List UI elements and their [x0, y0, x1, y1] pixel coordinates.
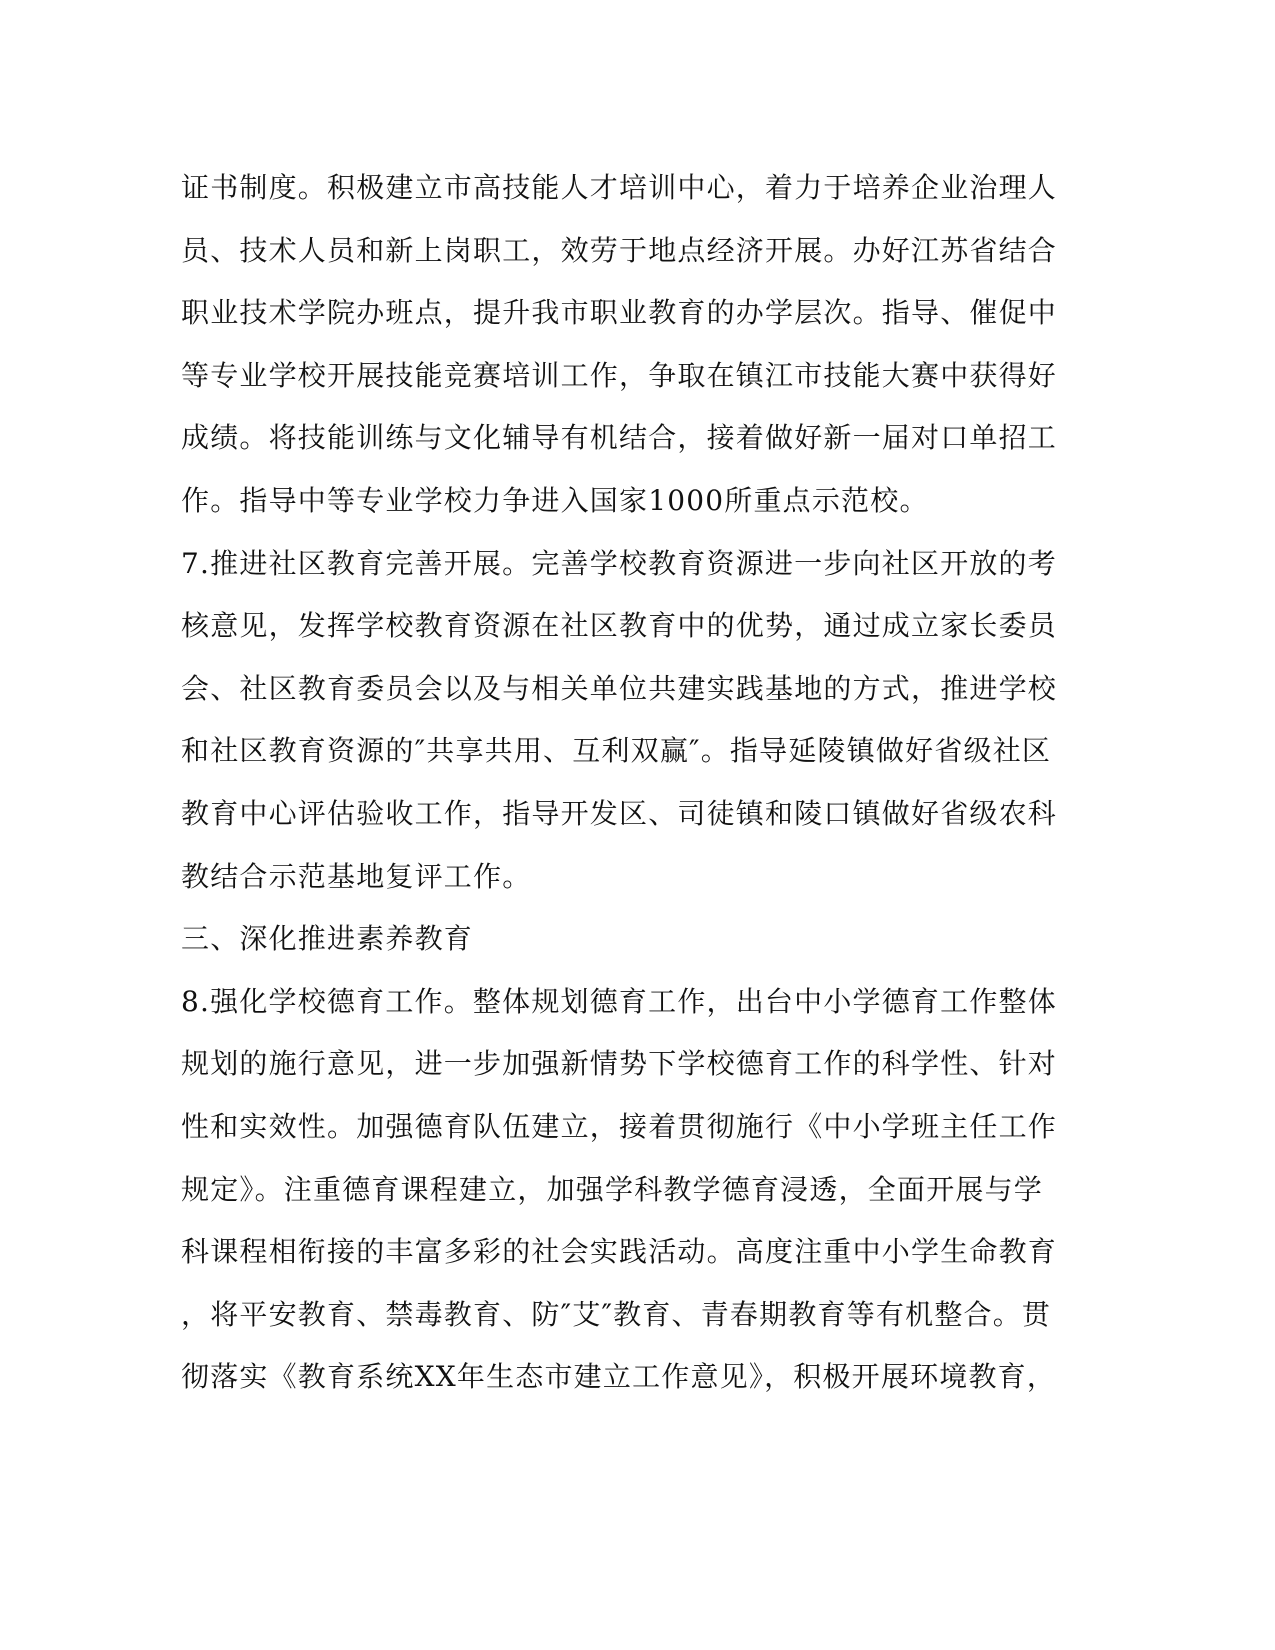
text-line: 作。指导中等专业学校力争进入国家1000所重点示范校。 — [181, 483, 929, 517]
text-line: 职业技术学院办班点，提升我市职业教育的办学层次。指导、催促中 — [181, 296, 1058, 330]
text-line: 规定》。注重德育课程建立，加强学科教学德育浸透，全面开展与学 — [181, 1172, 1044, 1206]
text-line: 规划的施行意见，进一步加强新情势下学校德育工作的科学性、针对 — [181, 1047, 1058, 1081]
text-line: 7.推进社区教育完善开展。完善学校教育资源进一步向社区开放的考 — [181, 546, 1057, 580]
text-line: 和社区教育资源的″共享共用、互利双赢″。指导延陵镇做好省级社区 — [181, 734, 1052, 768]
text-line: 员、技术人员和新上岗职工，效劳于地点经济开展。办好江苏省结合 — [181, 233, 1058, 267]
text-line: 等专业学校开展技能竞赛培训工作，争取在镇江市技能大赛中获得好 — [181, 358, 1058, 392]
text-line: 成绩。将技能训练与文化辅导有机结合，接着做好新一届对口单招工 — [181, 421, 1058, 455]
text-line: 8.强化学校德育工作。整体规划德育工作，出台中小学德育工作整体 — [181, 984, 1057, 1018]
text-line: 教育中心评估验收工作，指导开发区、司徒镇和陵口镇做好省级农科 — [181, 796, 1058, 830]
document-body — [181, 157, 1061, 1409]
section-heading: 三、深化推进素养教育 — [181, 922, 474, 956]
text-line: ，将平安教育、禁毒教育、防″艾″教育、青春期教育等有机整合。贯 — [181, 1297, 1052, 1331]
text-line: 核意见，发挥学校教育资源在社区教育中的优势，通过成立家长委员 — [181, 609, 1058, 643]
text-line: 性和实效性。加强德育队伍建立，接着贯彻施行《中小学班主任工作 — [181, 1109, 1058, 1143]
text-line: 科课程相衔接的丰富多彩的社会实践活动。高度注重中小学生命教育 — [181, 1235, 1058, 1269]
text-line: 会、社区教育委员会以及与相关单位共建实践基地的方式，推进学校 — [181, 671, 1058, 705]
text-line: 彻落实《教育系统XX年生态市建立工作意见》，积极开展环境教育， — [181, 1360, 1057, 1394]
text-line: 证书制度。积极建立市高技能人才培训中心，着力于培养企业治理人 — [181, 171, 1058, 204]
text-line: 教结合示范基地复评工作。 — [181, 859, 532, 893]
